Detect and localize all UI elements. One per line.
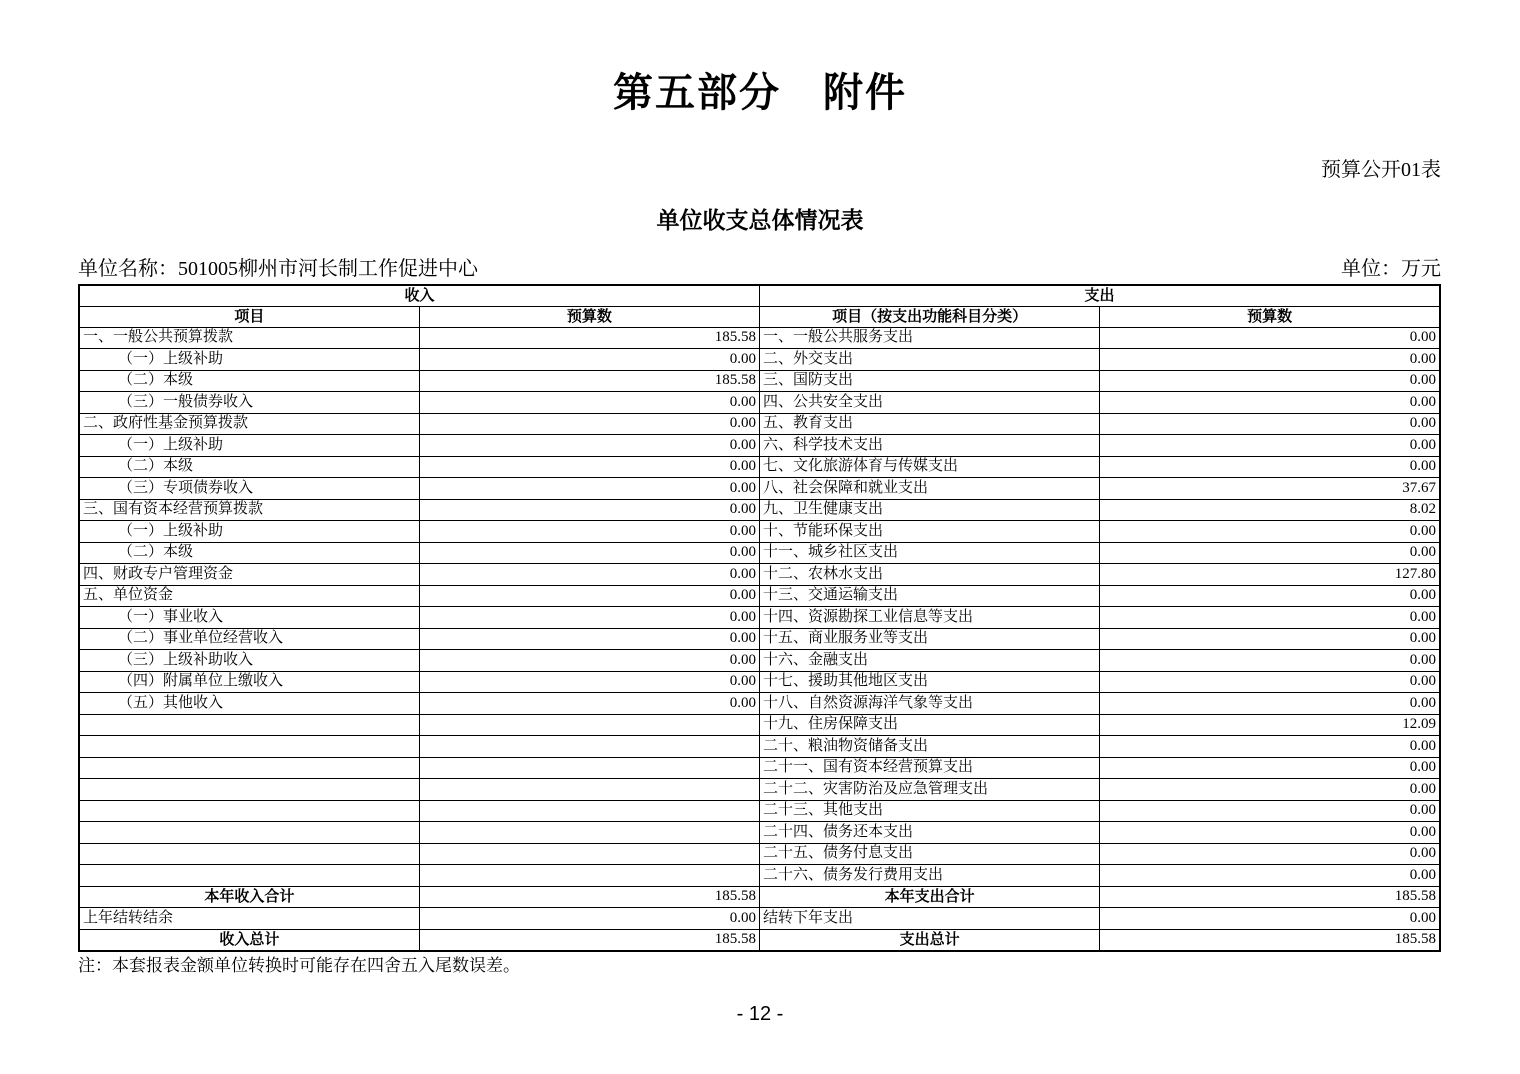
income-value-cell: 0.00 [419,456,759,478]
table-row [79,650,1440,672]
expense-value-cell: 0.00 [1100,349,1440,371]
income-item-cell: 本年收入合计 [79,886,419,908]
income-value-cell [419,843,759,865]
income-value-cell: 0.00 [419,908,759,930]
income-value-cell: 0.00 [419,521,759,543]
expense-value-cell: 0.00 [1100,435,1440,457]
income-item-cell: （四）附属单位上缴收入 [79,671,419,693]
expense-value-cell: 0.00 [1100,843,1440,865]
expense-item-cell: 十七、援助其他地区支出 [760,671,1100,693]
expense-item-cell: 二十三、其他支出 [760,800,1100,822]
expense-value-cell: 127.80 [1100,564,1440,586]
income-value-cell: 185.58 [419,327,759,349]
income-item-cell: 收入总计 [79,929,419,951]
income-item-cell: 四、财政专户管理资金 [79,564,419,586]
income-item-cell: 二、政府性基金预算拨款 [79,413,419,435]
expense-item-cell: 二十四、债务还本支出 [760,822,1100,844]
budget-table-body [79,327,1440,951]
income-item-cell: （三）一般债券收入 [79,392,419,414]
income-value-cell: 0.00 [419,435,759,457]
table-row [79,478,1440,500]
income-item-cell [79,757,419,779]
expense-value-cell: 0.00 [1100,628,1440,650]
page-title: 第五部分 附件 [613,71,907,115]
currency-unit-label: 单位：万元 [1341,258,1441,280]
table-title: 单位收支总体情况表 [656,207,864,233]
income-item-cell: （二）本级 [79,542,419,564]
expense-item-cell: 二、外交支出 [760,349,1100,371]
income-value-cell [419,757,759,779]
table-row [79,693,1440,715]
income-value-cell: 0.00 [419,628,759,650]
income-value-cell: 0.00 [419,564,759,586]
expense-value-cell: 8.02 [1100,499,1440,521]
expense-item-cell: 十四、资源勘探工业信息等支出 [760,607,1100,629]
form-number-label: 预算公开01表 [1321,159,1441,181]
table-row [79,800,1440,822]
income-value-column-header: 预算数 [419,306,759,327]
expense-value-cell: 0.00 [1100,671,1440,693]
section-header-row [79,285,1440,306]
income-value-cell: 0.00 [419,413,759,435]
expense-item-cell: 六、科学技术支出 [760,435,1100,457]
expense-item-cell: 五、教育支出 [760,413,1100,435]
expense-value-cell: 0.00 [1100,800,1440,822]
expense-item-cell: 十一、城乡社区支出 [760,542,1100,564]
income-item-cell: （一）事业收入 [79,607,419,629]
expense-value-cell: 0.00 [1100,521,1440,543]
table-row [79,370,1440,392]
income-value-cell: 0.00 [419,607,759,629]
table-row [79,628,1440,650]
table-row [79,585,1440,607]
income-value-cell: 0.00 [419,650,759,672]
expense-item-cell: 十、节能环保支出 [760,521,1100,543]
income-value-cell [419,736,759,758]
income-value-cell: 0.00 [419,585,759,607]
table-row [79,607,1440,629]
expense-item-cell: 九、卫生健康支出 [760,499,1100,521]
table-row [79,349,1440,371]
expense-value-cell: 0.00 [1100,392,1440,414]
expense-value-cell: 0.00 [1100,693,1440,715]
income-value-cell [419,822,759,844]
income-value-cell: 0.00 [419,693,759,715]
expense-item-cell: 结转下年支出 [760,908,1100,930]
income-item-cell: （一）上级补助 [79,349,419,371]
income-item-cell: 五、单位资金 [79,585,419,607]
expense-value-cell: 0.00 [1100,779,1440,801]
table-note: 注：本套报表金额单位转换时可能存在四舍五入尾数误差。 [78,955,520,975]
expense-value-cell: 12.09 [1100,714,1440,736]
income-item-cell [79,843,419,865]
budget-table [78,284,1441,952]
income-item-cell [79,714,419,736]
table-row [79,929,1440,951]
table-row [79,671,1440,693]
table-row [79,521,1440,543]
expense-value-cell: 0.00 [1100,822,1440,844]
income-section-header: 收入 [79,285,760,306]
table-row [79,908,1440,930]
income-value-cell: 0.00 [419,478,759,500]
table-row [79,757,1440,779]
table-row [79,564,1440,586]
expense-item-cell: 十二、农林水支出 [760,564,1100,586]
expense-value-cell: 0.00 [1100,908,1440,930]
expense-value-cell: 0.00 [1100,865,1440,887]
expense-value-cell: 185.58 [1100,929,1440,951]
expense-value-column-header: 预算数 [1100,306,1440,327]
income-item-cell: （二）事业单位经营收入 [79,628,419,650]
table-row [79,714,1440,736]
table-row [79,886,1440,908]
expense-value-cell: 0.00 [1100,542,1440,564]
table-row [79,779,1440,801]
expense-item-cell: 十五、商业服务业等支出 [760,628,1100,650]
expense-item-cell: 一、一般公共服务支出 [760,327,1100,349]
income-item-cell: 三、国有资本经营预算拨款 [79,499,419,521]
expense-item-cell: 二十二、灾害防治及应急管理支出 [760,779,1100,801]
expense-item-column-header: 项目（按支出功能科目分类） [760,306,1100,327]
budget-table-head [79,285,1440,327]
table-row [79,327,1440,349]
income-value-cell: 185.58 [419,929,759,951]
income-item-cell: （一）上级补助 [79,521,419,543]
expense-item-cell: 十六、金融支出 [760,650,1100,672]
expense-value-cell: 0.00 [1100,585,1440,607]
expense-value-cell: 37.67 [1100,478,1440,500]
expense-value-cell: 0.00 [1100,650,1440,672]
table-row [79,499,1440,521]
table-row [79,435,1440,457]
expense-item-cell: 四、公共安全支出 [760,392,1100,414]
expense-value-cell: 0.00 [1100,456,1440,478]
income-value-cell: 185.58 [419,370,759,392]
income-item-cell [79,800,419,822]
income-item-cell [79,736,419,758]
expense-item-cell: 二十五、债务付息支出 [760,843,1100,865]
expense-item-cell: 二十一、国有资本经营预算支出 [760,757,1100,779]
table-row [79,413,1440,435]
income-item-cell [79,865,419,887]
column-header-row [79,306,1440,327]
table-meta-row [78,256,1441,282]
income-item-cell: 一、一般公共预算拨款 [79,327,419,349]
table-row [79,843,1440,865]
income-value-cell [419,714,759,736]
expense-value-cell: 0.00 [1100,736,1440,758]
unit-name-label: 单位名称：501005柳州市河长制工作促进中心 [78,258,478,280]
expense-item-cell: 三、国防支出 [760,370,1100,392]
income-value-cell [419,865,759,887]
expense-item-cell: 十九、住房保障支出 [760,714,1100,736]
income-value-cell: 0.00 [419,671,759,693]
table-row [79,392,1440,414]
page-number: - 12 - [736,1002,784,1025]
table-row [79,865,1440,887]
income-item-cell [79,779,419,801]
income-value-cell [419,800,759,822]
expense-item-cell: 七、文化旅游体育与传媒支出 [760,456,1100,478]
income-value-cell: 0.00 [419,542,759,564]
expense-item-cell: 支出总计 [760,929,1100,951]
income-item-cell [79,822,419,844]
income-item-cell: （一）上级补助 [79,435,419,457]
expense-item-cell: 二十六、债务发行费用支出 [760,865,1100,887]
table-row [79,456,1440,478]
income-item-cell: （五）其他收入 [79,693,419,715]
table-row [79,736,1440,758]
expense-value-cell: 0.00 [1100,370,1440,392]
income-item-cell: （三）上级补助收入 [79,650,419,672]
expense-value-cell: 0.00 [1100,607,1440,629]
income-item-cell: （三）专项债券收入 [79,478,419,500]
table-row [79,542,1440,564]
expense-value-cell: 185.58 [1100,886,1440,908]
income-value-cell [419,779,759,801]
income-value-cell: 0.00 [419,392,759,414]
expense-item-cell: 八、社会保障和就业支出 [760,478,1100,500]
expense-item-cell: 十三、交通运输支出 [760,585,1100,607]
income-value-cell: 185.58 [419,886,759,908]
expense-section-header: 支出 [760,285,1441,306]
income-item-cell: 上年结转结余 [79,908,419,930]
expense-value-cell: 0.00 [1100,757,1440,779]
table-row [79,822,1440,844]
income-item-column-header: 项目 [79,306,419,327]
expense-item-cell: 二十、粮油物资储备支出 [760,736,1100,758]
expense-value-cell: 0.00 [1100,413,1440,435]
expense-value-cell: 0.00 [1100,327,1440,349]
expense-item-cell: 十八、自然资源海洋气象等支出 [760,693,1100,715]
income-value-cell: 0.00 [419,499,759,521]
income-item-cell: （二）本级 [79,456,419,478]
expense-item-cell: 本年支出合计 [760,886,1100,908]
income-value-cell: 0.00 [419,349,759,371]
income-item-cell: （二）本级 [79,370,419,392]
